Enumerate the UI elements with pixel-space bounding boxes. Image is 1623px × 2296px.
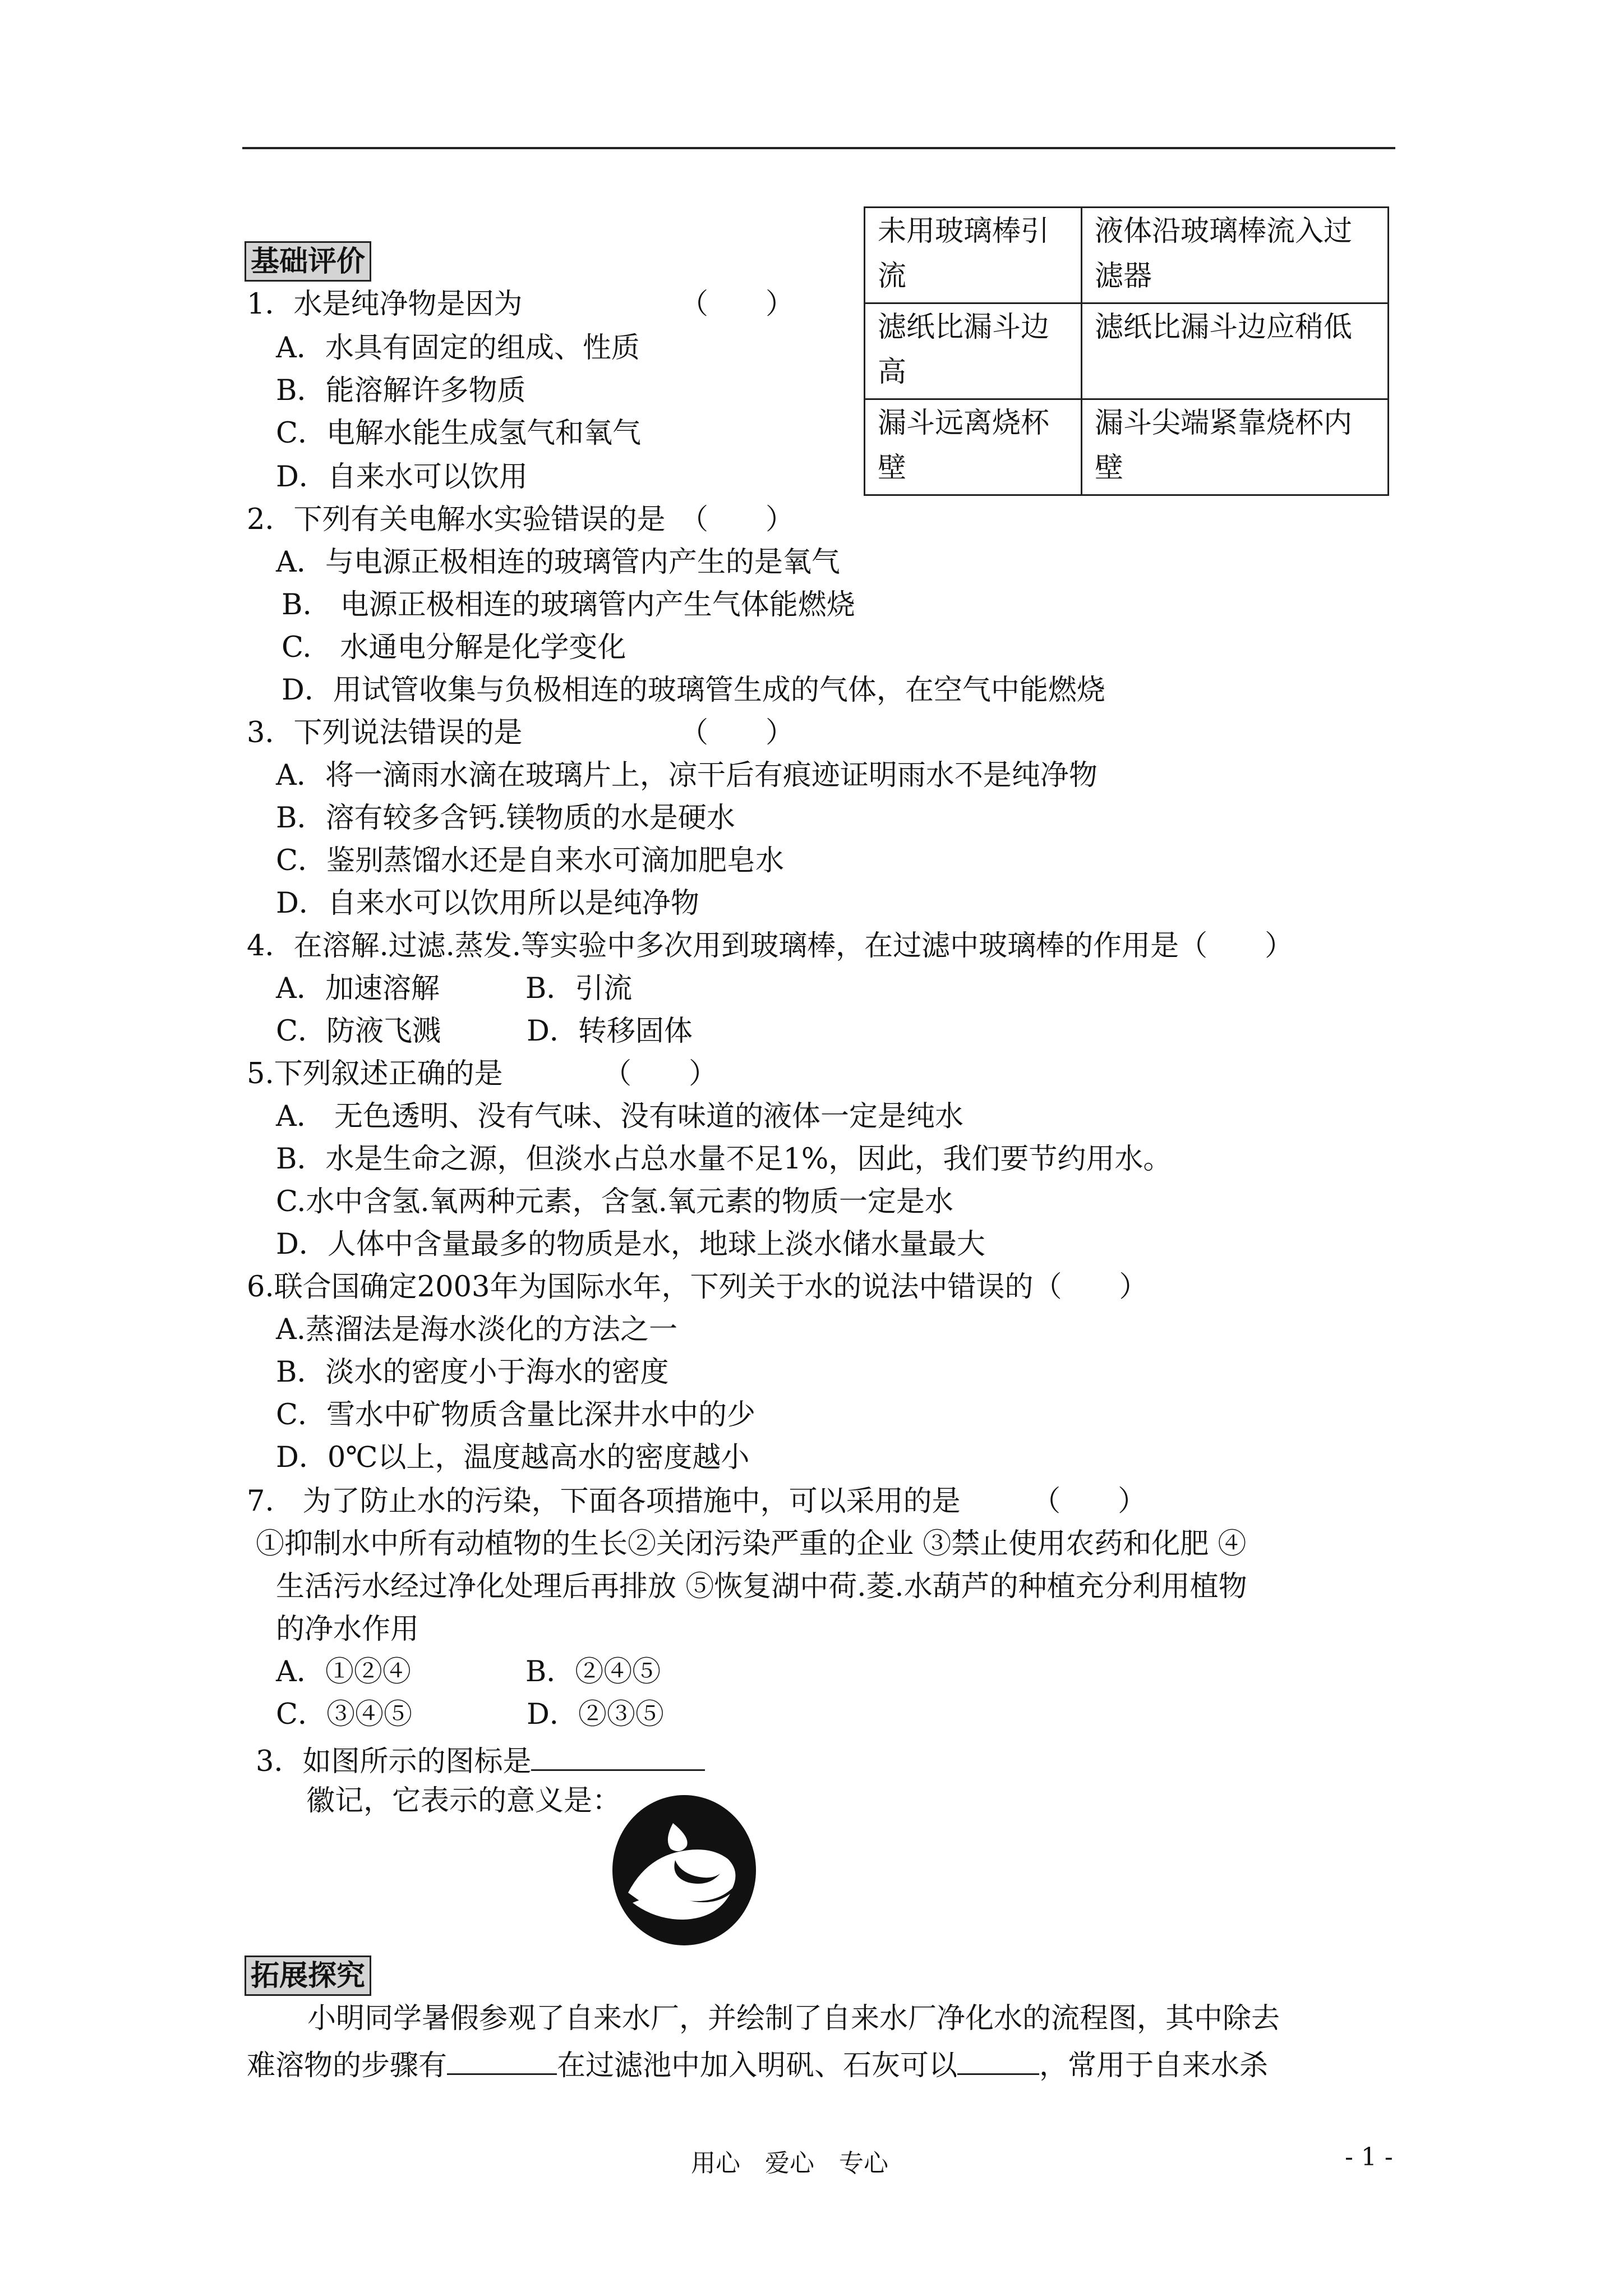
question-1: 1．水是纯净物是因为 （ ） [247, 288, 794, 321]
filtration-error-table [864, 206, 1389, 496]
question-5-option-a: A． 无色透明、没有气味、没有味道的液体一定是纯水 [276, 1100, 964, 1133]
section-heading-basic: 基础评价 [245, 241, 371, 282]
question-3-option-d: D．自来水可以饮用所以是纯净物 [276, 887, 699, 920]
question-2-option-b: B. 电源正极相连的玻璃管内产生气体能燃烧 [282, 588, 855, 622]
question-5: 5.下列叙述正确的是 （ ） [247, 1057, 718, 1091]
question-1-option-b: B．能溶解许多物质 [276, 374, 526, 407]
answer-blank[interactable] [447, 2045, 557, 2075]
table-row [865, 399, 1389, 495]
table-cell: 液体沿玻璃棒流入过滤器 [1082, 208, 1389, 303]
footer-motto: 用心 爱心 专心 [691, 2149, 888, 2178]
question-6-option-d: D．0℃以上，温度越高水的密度越小 [276, 1441, 750, 1474]
question-2: 2．下列有关电解水实验错误的是 （ ） [247, 503, 794, 536]
table-cell: 滤纸比漏斗边应稍低 [1082, 303, 1389, 399]
question-6-option-a: A.蒸溜法是海水淡化的方法之一 [276, 1313, 678, 1346]
question-8-line-2: 徽记，它表示的意义是： [306, 1784, 621, 1818]
question-7-measures-line-3: 的净水作用 [276, 1613, 419, 1646]
question-6-option-b: B．淡水的密度小于海水的密度 [276, 1356, 669, 1389]
table-cell: 未用玻璃棒引流 [865, 208, 1082, 303]
extended-text: 在过滤池中加入明矾、石灰可以 [557, 2049, 958, 2082]
question-7: 7. 为了防止水的污染，下面各项措施中，可以采用的是 （ ） [247, 1485, 1147, 1518]
section-heading-extended: 拓展探究 [245, 1955, 371, 1996]
question-7-measures-line-2: 生活污水经过净化处理后再排放 ⑤恢复湖中荷.菱.水葫芦的种植充分利用植物 [276, 1570, 1247, 1603]
question-1-option-a: A．水具有固定的组成、性质 [276, 332, 640, 365]
header-rule [242, 147, 1395, 149]
question-3-option-c: C．鉴别蒸馏水还是自来水可滴加肥皂水 [276, 844, 785, 877]
question-6: 6.联合国确定2003年为国际水年，下列关于水的说法中错误的（ ） [247, 1271, 1148, 1304]
question-2-option-a: A．与电源正极相连的玻璃管内产生的是氧气 [276, 546, 840, 579]
extended-text: ，常用于自来水杀 [1039, 2049, 1269, 2082]
question-5-option-c: C.水中含氢.氧两种元素，含氢.氧元素的物质一定是水 [276, 1185, 953, 1218]
water-saving-logo-icon [610, 1793, 758, 1948]
answer-blank[interactable] [957, 2045, 1039, 2075]
question-3-option-b: B．溶有较多含钙.镁物质的水是硬水 [276, 802, 735, 835]
table-cell: 漏斗远离烧杯壁 [865, 399, 1082, 495]
question-2-option-d: D．用试管收集与负极相连的玻璃管生成的气体，在空气中能燃烧 [282, 674, 1105, 707]
question-8 [256, 1741, 705, 1779]
question-5-option-b: B．水是生命之源，但淡水占总水量不足1%，因此，我们要节约用水。 [276, 1143, 1172, 1176]
page-number: - 1 - [1345, 2143, 1393, 2171]
question-4-options-cd: C．防液飞溅 D．转移固体 [276, 1015, 693, 1048]
table-row [865, 208, 1389, 303]
question-7-measures-line-1: ①抑制水中所有动植物的生长②关闭污染严重的企业 ③禁止使用农药和化肥 ④ [256, 1527, 1247, 1561]
table-cell: 漏斗尖端紧靠烧杯内壁 [1082, 399, 1389, 495]
answer-blank[interactable] [531, 1741, 705, 1771]
question-7-options-cd: C．③④⑤ D．②③⑤ [276, 1698, 664, 1731]
question-2-option-c: C. 水通电分解是化学变化 [282, 631, 626, 664]
question-5-option-d: D．人体中含量最多的物质是水，地球上淡水储水量最大 [276, 1228, 985, 1261]
extended-paragraph-line-2 [247, 2045, 1268, 2083]
question-4-options-ab: A．加速溶解 B．引流 [276, 972, 633, 1005]
question-1-option-d: D．自来水可以饮用 [276, 461, 528, 494]
extended-text: 难溶物的步骤有 [247, 2049, 448, 2082]
table-cell: 滤纸比漏斗边高 [865, 303, 1082, 399]
question-1-option-c: C．电解水能生成氢气和氧气 [276, 417, 642, 450]
question-3: 3．下列说法错误的是 （ ） [247, 716, 794, 749]
extended-paragraph-line-1: 小明同学暑假参观了自来水厂，并绘制了自来水厂净化水的流程图，其中除去 [307, 2002, 1280, 2035]
question-4: 4．在溶解.过滤.蒸发.等实验中多次用到玻璃棒，在过滤中玻璃棒的作用是（ ） [247, 930, 1294, 963]
question-7-options-ab: A．①②④ B．②④⑤ [276, 1655, 661, 1688]
table-row [865, 303, 1389, 399]
question-6-option-c: C．雪水中矿物质含量比深井水中的少 [276, 1398, 756, 1432]
question-3-option-a: A．将一滴雨水滴在玻璃片上，凉干后有痕迹证明雨水不是纯净物 [276, 759, 1098, 792]
question-8-text: 3．如图所示的图标是 [256, 1745, 532, 1778]
